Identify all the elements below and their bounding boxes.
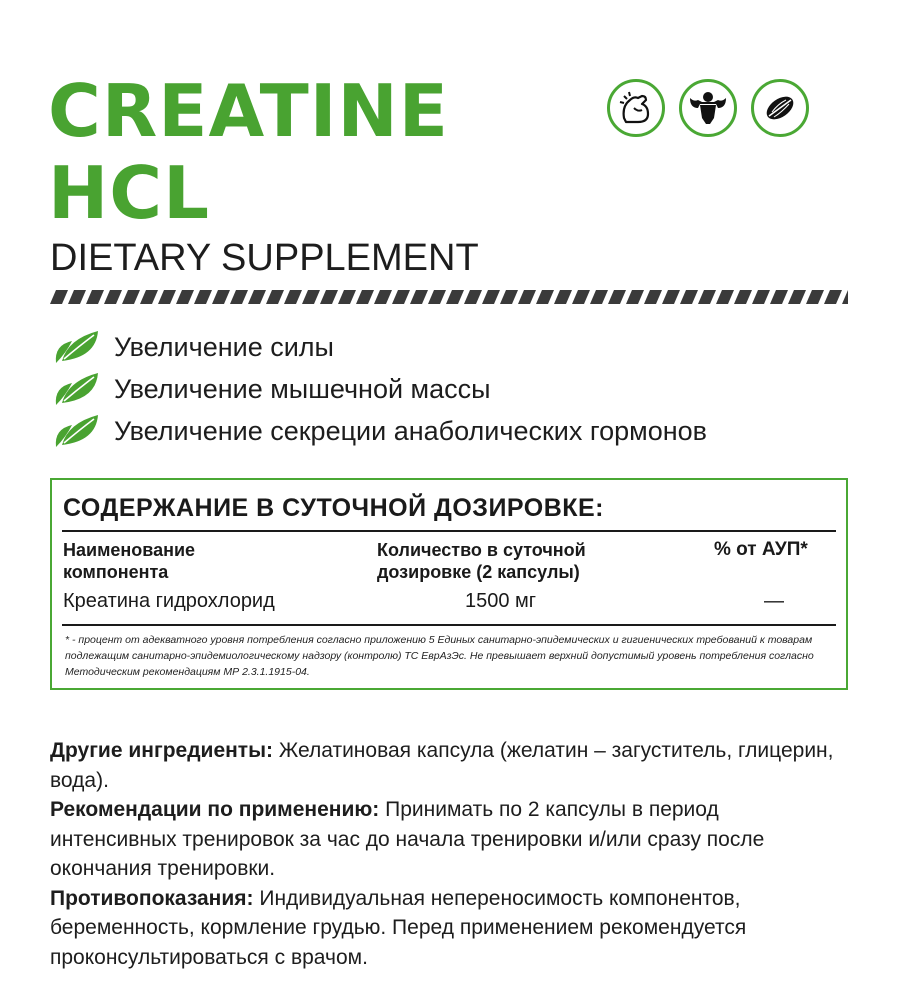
dosage-footnote: * - процент от адекватного уровня потребления согласно приложению 5 Единых санитарно-эпидемических и гигиенических требований к товарам подлежащим санитарно-эпидемиологическому надзору (контролю) ТС ЕврАзЭс. Не превышает верхний допустимый уровень потребления согласно Методическим рекомендациям МР 2.3.1.1915-04. <box>65 634 814 678</box>
benefits-list <box>52 326 707 452</box>
benefit-text: Увеличение мышечной массы <box>114 373 491 404</box>
contraindications-text: Индивидуальная непереносимость компонентов, беременность, кормление грудью. Перед применением рекомендуется проконсультироваться с врачом. <box>50 886 747 969</box>
bodybuilder-icon <box>679 79 737 137</box>
decorative-stripe <box>50 290 848 304</box>
divider <box>62 530 836 532</box>
product-info <box>50 736 850 972</box>
row-amount: 1500 мг <box>465 590 537 612</box>
ingredients-text: Желатиновая капсула (желатин – загуститель, глицерин, вода). <box>50 739 834 792</box>
list-item <box>52 410 707 452</box>
row-name: Креатина гидрохлорид <box>63 590 275 612</box>
dosage-heading: СОДЕРЖАНИЕ В СУТОЧНОЙ ДОЗИРОВКЕ: <box>63 494 605 522</box>
seed-icon <box>751 79 809 137</box>
usage-label: Рекомендации по применению: <box>50 798 380 821</box>
flexed-arm-icon <box>607 79 665 137</box>
product-subtitle: DIETARY SUPPLEMENT <box>50 237 479 279</box>
ingredients-label: Другие ингредиенты: <box>50 739 274 762</box>
list-item <box>52 368 707 410</box>
contraindications-label: Противопоказания: <box>50 886 254 910</box>
list-item <box>52 326 707 368</box>
row-percent: — <box>764 590 784 612</box>
contraindications-paragraph <box>50 884 850 973</box>
leaf-icon <box>52 369 102 409</box>
ingredients-paragraph <box>50 736 850 795</box>
usage-text: Принимать по 2 капсулы в период интенсивных тренировок за час до начала тренировки и/или сразу после окончания тренировки. <box>50 798 765 880</box>
column-header-name: Наименование компонента <box>63 540 196 582</box>
divider <box>62 624 836 626</box>
benefit-text: Увеличение силы <box>114 331 334 362</box>
column-header-percent: % от АУП* <box>714 539 808 560</box>
product-title-line2: HCL <box>48 151 210 235</box>
leaf-icon <box>52 411 102 451</box>
column-header-amount: Количество в суточной дозировке (2 капсулы) <box>377 540 586 582</box>
feature-icons <box>607 79 809 137</box>
dosage-table <box>50 478 848 690</box>
usage-paragraph <box>50 795 850 884</box>
product-title-line1: CREATINE <box>48 69 449 153</box>
leaf-icon <box>52 327 102 367</box>
benefit-text: Увеличение секреции анаболических гормонов <box>114 415 707 446</box>
